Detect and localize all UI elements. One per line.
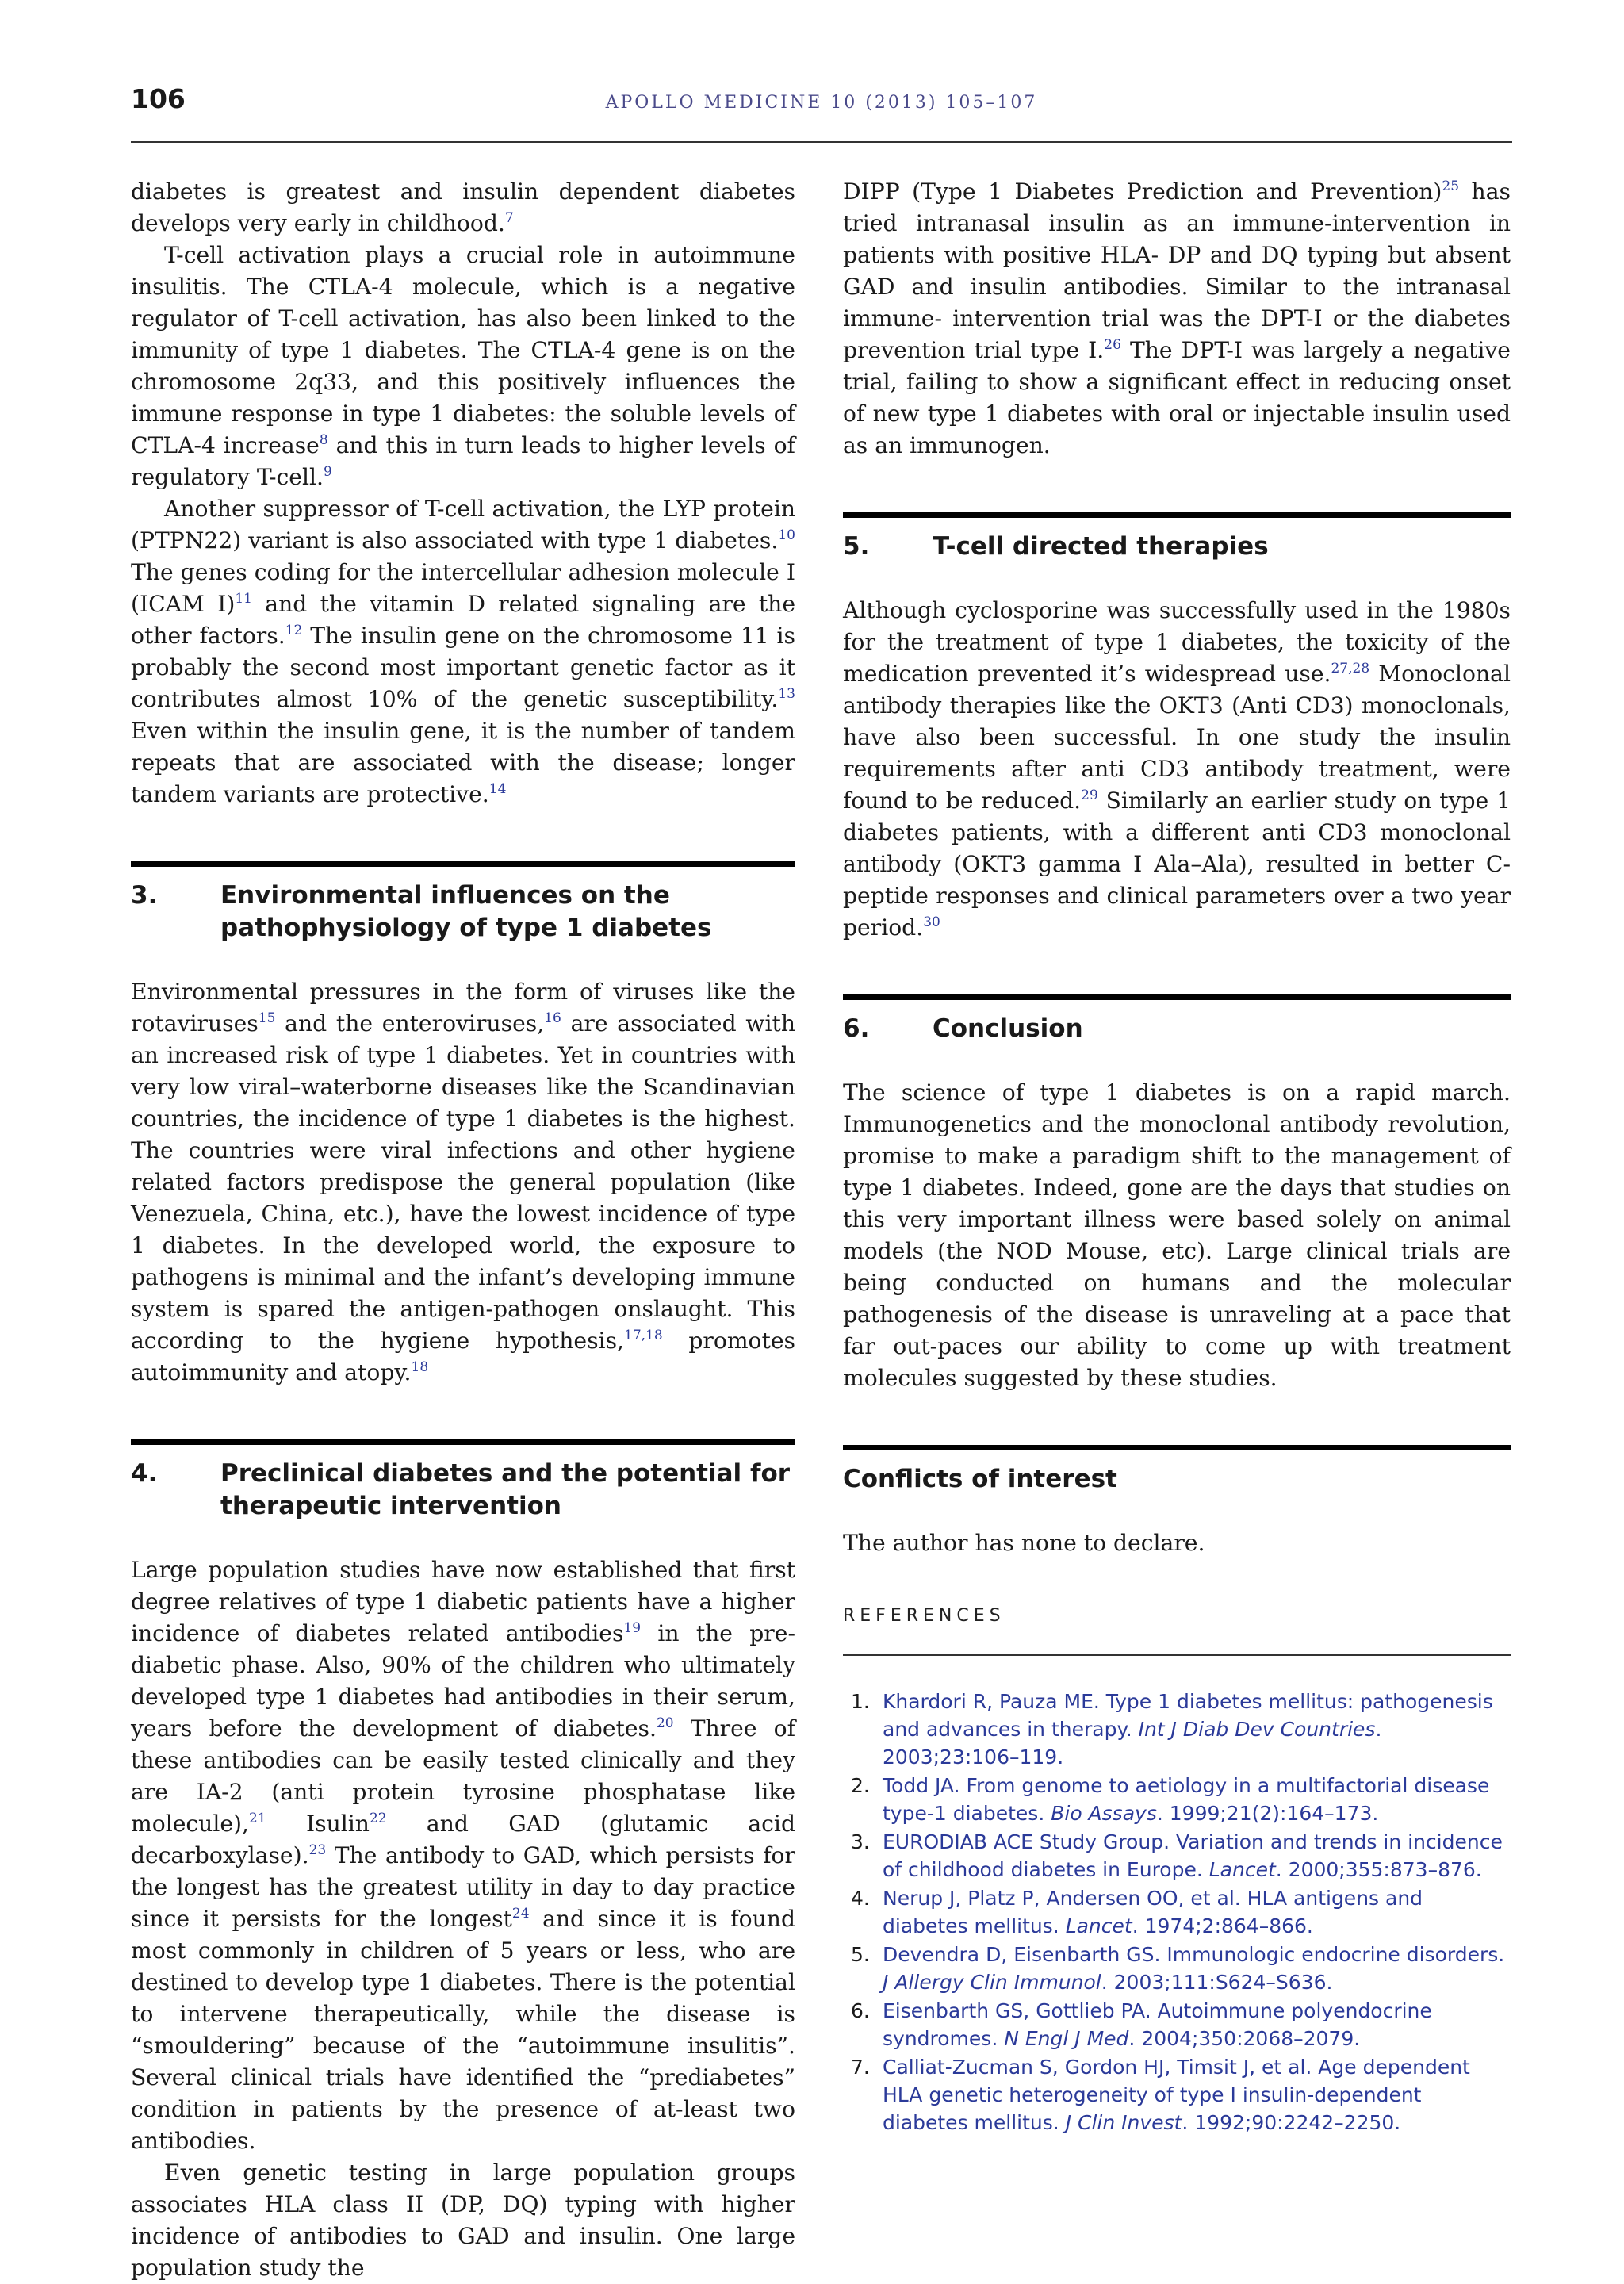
- citation-link[interactable]: 19: [623, 1620, 642, 1636]
- reference-number: 7.: [851, 2056, 870, 2079]
- section-rule: [131, 1439, 795, 1445]
- section-5: [843, 512, 1511, 944]
- reference-tail: . 2003;23:106–119.: [883, 1718, 1382, 1769]
- paragraph: T-cell activation plays a crucial role in autoimmune insulitis. The CTLA-4 molecule, which is a negative regulator of T-cell activation, has also been linked to the immunity of type 1 diabetes. The CTLA-4 gene is on the chromosome 2q33, and this positively influences the immune response in type 1 diabetes: the soluble levels of CTLA-4 increase$^8$ and this in turn leads to higher levels of regulatory T-cell.$^9$: [131, 242, 795, 490]
- reference-number: 6.: [851, 1999, 870, 2022]
- reference-text: Devendra D, Eisenbarth GS. Immunologic endocrine disorders.: [883, 1943, 1505, 1966]
- reference-tail: . 2003;111:S624–S636.: [1101, 1971, 1333, 1994]
- citation-link[interactable]: 29: [1081, 788, 1098, 803]
- section-heading: 5. T-cell directed therapies: [843, 532, 1269, 561]
- paragraph: DIPP (Type 1 Diabetes Prediction and Prevention)$^{25}$ has tried intranasal insulin as an immune-intervention in patients with positive HLA- DP and DQ typing but absent GAD and insulin antibodies. Similar to the intranasal immune- intervention trial was the DPT-I or the diabetes prevention trial type I.$^{26}$ The DPT-I was largely a negative trial, failing to show a significant effect in reducing onset of new type 1 diabetes with oral or injectable insulin used as an immunogen.: [843, 178, 1511, 458]
- citation-link[interactable]: 23: [308, 1842, 327, 1858]
- reference-tail: . 1974;2:864–866.: [1132, 1914, 1313, 1937]
- paragraph: Although cyclosporine was successfully used in the 1980s for the treatment of type 1 diabetes, the toxicity of the medication prevented it’s widespread use.$^{27,28}$ Monoclonal antibody therapies like the OKT3 (Anti CD3) monoclonals, have also been successful. In one study the insulin requirements after anti CD3 antibody treatment, were found to be reduced.$^{29}$ Similarly an earlier study on type 1 diabetes patients, with a different anti CD3 monoclonal antibody (OKT3 gamma I Ala–Ala), resulted in better C-peptide responses and clinical parameters over a two year period.$^{30}$: [843, 597, 1511, 941]
- reference-number: 2.: [851, 1774, 870, 1797]
- section-rule: [131, 861, 795, 867]
- citation-link[interactable]: 10: [778, 527, 795, 543]
- section-heading: 4. Preclinical diabetes and the potential for therapeutic intervention: [131, 1459, 791, 1520]
- reference-item[interactable]: [843, 1941, 1511, 1996]
- reference-number: 5.: [851, 1943, 870, 1966]
- section-rule: [843, 1445, 1511, 1450]
- references-rule: [843, 1654, 1511, 1656]
- citation-link[interactable]: 25: [1442, 178, 1460, 194]
- reference-journal: N Engl J Med: [1004, 2027, 1129, 2050]
- reference-journal: J Clin Invest: [1065, 2111, 1182, 2134]
- reference-tail: . 2004;350:2068–2079.: [1128, 2027, 1361, 2050]
- reference-tail: . 1992;90:2242–2250.: [1182, 2111, 1401, 2134]
- paragraph: Large population studies have now established that first degree relatives of type 1 diabetic patients have a higher incidence of diabetes related antibodies$^{19}$ in the pre-diabetic phase. Also, 90% of the children who ultimately developed type 1 diabetes had antibodies in their serum, years before the development of diabetes.$^{20}$ Three of these antibodies can be easily tested clinically and they are IA-2 (anti protein tyrosine phosphatase like molecule),$^{21}$ Isulin$^{22}$ and GAD (glutamic acid decarboxylase).$^{23}$ The antibody to GAD, which persists for the longest has the greatest utility in day to day practice since it persists for the longest$^{24}$ and since it is found most commonly in children of 5 years or less, who are destined to develop type 1 diabetes. There is the potential to intervene therapeutically, while the disease is “smouldering” because of the “autoimmune insulitis”. Several clinical trials have identified the “prediabetes” condition in patients by the presence of at-least two antibodies.: [131, 1557, 795, 2154]
- citation-link[interactable]: 14: [488, 781, 507, 797]
- reference-text: Calliat-Zucman S, Gordon HJ, Timsit J, et al. Age dependent HLA genetic heterogeneity of type I insulin-dependent diabetes mellitus.: [883, 2056, 1470, 2134]
- citation-link[interactable]: 30: [923, 914, 940, 930]
- section-4: [131, 1439, 795, 2284]
- header-rule: [131, 141, 1512, 143]
- paragraph: Another suppressor of T-cell activation, the LYP protein (PTPN22) variant is also associated with type 1 diabetes.$^{10}$ The genes coding for the intercellular adhesion molecule I (ICAM I)$^{11}$ and the vitamin D related signaling are the other factors.$^{12}$ The insulin gene on the chromosome 11 is probably the second most important genetic factor as it contributes almost 10% of the genetic susceptibility.$^{13}$ Even within the insulin gene, it is the number of tandem repeats that are associated with the disease; longer tandem variants are protective.$^{14}$: [131, 496, 795, 807]
- citation-link[interactable]: 26: [1104, 337, 1121, 353]
- citation-link[interactable]: 27,28: [1331, 661, 1370, 676]
- page-header: [131, 83, 1512, 140]
- reference-journal: Lancet: [1208, 1858, 1276, 1881]
- running-head: APOLLO MEDICINE 10 (2013) 105–107: [605, 93, 1038, 113]
- reference-text: Nerup J, Platz P, Andersen OO, et al. HLA antigens and diabetes mellitus.: [883, 1887, 1423, 1937]
- section-3: [131, 861, 795, 1389]
- section-heading: Conflicts of interest: [843, 1465, 1117, 1493]
- reference-journal: Lancet: [1065, 1914, 1132, 1937]
- citation-link[interactable]: 20: [656, 1715, 674, 1731]
- citation-link[interactable]: 12: [285, 623, 303, 638]
- reference-item[interactable]: [843, 1997, 1511, 2052]
- section-rule: [843, 994, 1511, 1000]
- reference-tail: . 1999;21(2):164–173.: [1156, 1802, 1379, 1825]
- right-column: [843, 176, 1511, 2137]
- citation-link[interactable]: 16: [544, 1010, 561, 1026]
- citation-link[interactable]: 8: [319, 432, 328, 448]
- reference-item[interactable]: [843, 2053, 1511, 2136]
- paragraph: The science of type 1 diabetes is on a rapid march. Immunogenetics and the monoclonal antibody revolution, promise to make a paradigm shift to the management of type 1 diabetes. Indeed, gone are the days that studies on this very important illness were based solely on animal models (the NOD Mouse, etc). Large clinical trials are being conducted on humans and the molecular pathogenesis of the disease is unraveling at a pace that far out-paces our ability to come up with treatment molecules suggested by these studies.: [843, 1079, 1511, 1391]
- reference-list: [843, 1688, 1511, 2136]
- paragraph: Environmental pressures in the form of viruses like the rotaviruses$^{15}$ and the enteroviruses,$^{16}$ are associated with an increased risk of type 1 diabetes. Yet in countries with very low viral–waterborne diseases like the Scandinavian countries, the incidence of type 1 diabetes is the highest. The countries were viral infections and other hygiene related factors predispose the general population (like Venezuela, China, etc.), have the lowest incidence of type 1 diabetes. In the developed world, the exposure to pathogens is minimal and the infant’s developing immune system is spared the antigen-pathogen onslaught. This according to the hygiene hypothesis,$^{17,18}$ promotes autoimmunity and atopy.$^{18}$: [131, 979, 795, 1385]
- reference-text: Todd JA. From genome to aetiology in a multifactorial disease type-1 diabetes.: [883, 1774, 1490, 1825]
- reference-item[interactable]: [843, 1688, 1511, 1771]
- paragraph: The author has none to declare.: [843, 1530, 1205, 1556]
- citation-link[interactable]: 24: [511, 1906, 530, 1922]
- citation-link[interactable]: 18: [411, 1359, 429, 1375]
- citation-link[interactable]: 15: [258, 1010, 276, 1026]
- left-column: [131, 176, 795, 2284]
- reference-number: 1.: [851, 1690, 870, 1713]
- reference-item[interactable]: [843, 1828, 1511, 1884]
- reference-journal: Int J Diab Dev Countries: [1138, 1718, 1376, 1741]
- section-heading: 3. Environmental influences on the pathophysiology of type 1 diabetes: [131, 881, 712, 942]
- citation-link[interactable]: 22: [369, 1811, 387, 1826]
- citation-link[interactable]: 11: [235, 591, 252, 607]
- reference-text: Khardori R, Pauza ME. Type 1 diabetes mellitus: pathogenesis and advances in therapy.: [883, 1690, 1493, 1741]
- section-rule: [843, 512, 1511, 518]
- page-number: 106: [131, 83, 186, 114]
- reference-text: Eisenbarth GS, Gottlieb PA. Autoimmune polyendocrine syndromes.: [883, 1999, 1432, 2050]
- citation-link[interactable]: 21: [249, 1811, 266, 1826]
- citation-link[interactable]: 17,18: [624, 1328, 663, 1343]
- reference-item[interactable]: [843, 1884, 1511, 1940]
- conflicts-section: [843, 1445, 1511, 1559]
- reference-journal: J Allergy Clin Immunol: [883, 1971, 1101, 1994]
- citation-link[interactable]: 7: [504, 210, 514, 226]
- reference-journal: Bio Assays: [1051, 1802, 1157, 1825]
- reference-tail: . 2000;355:873–876.: [1275, 1858, 1482, 1881]
- section-heading: 6. Conclusion: [843, 1014, 1083, 1043]
- reference-item[interactable]: [843, 1772, 1511, 1827]
- section-6: [843, 994, 1511, 1394]
- reference-text: EURODIAB ACE Study Group. Variation and trends in incidence of childhood diabetes in Europe.: [883, 1830, 1503, 1881]
- reference-number: 3.: [851, 1830, 870, 1853]
- citation-link[interactable]: 9: [323, 464, 332, 480]
- paragraph: diabetes is greatest and insulin dependent diabetes develops very early in childhood.$^7$: [131, 178, 795, 236]
- references-heading: REFERENCES: [843, 1606, 1005, 1626]
- reference-number: 4.: [851, 1887, 870, 1910]
- paragraph: Even genetic testing in large population groups associates HLA class II (DP, DQ) typing with higher incidence of antibodies to GAD and insulin. One large population study the: [131, 2159, 795, 2281]
- citation-link[interactable]: 13: [778, 686, 795, 702]
